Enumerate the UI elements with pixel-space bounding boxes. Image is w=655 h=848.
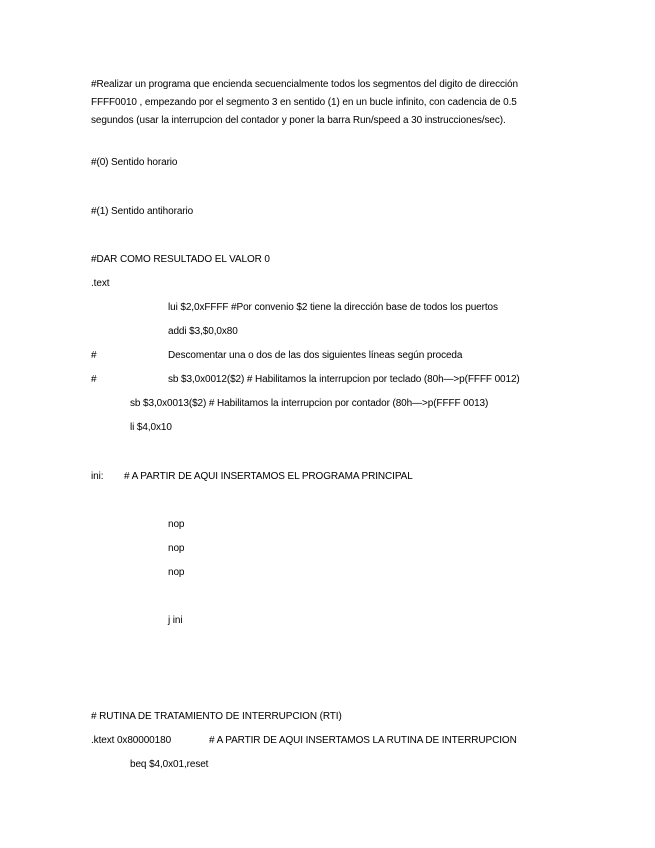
comment-hash-2: # (91, 374, 97, 385)
comment-sentido-horario: #(0) Sentido horario (91, 157, 178, 168)
code-lui: lui $2,0xFFFF #Por convenio $2 tiene la dirección base de todos los puertos (168, 302, 498, 313)
directive-ktext: .ktext 0x80000180 (91, 735, 172, 746)
comment-rutina-interrupcion: # A PARTIR DE AQUI INSERTAMOS LA RUTINA DE INTERRUPCION (209, 735, 517, 746)
rti-title: # RUTINA DE TRATAMIENTO DE INTERRUPCION (RTI) (91, 711, 342, 722)
code-sb-contador: sb $3,0x0013($2) # Habilitamos la interrupcion por contador (80h—>p(FFFF 0013) (130, 398, 489, 409)
code-sb-teclado: sb $3,0x0012($2) # Habilitamos la interrupcion por teclado (80h—>p(FFFF 0012) (168, 374, 520, 385)
code-nop-1: nop (168, 519, 185, 530)
intro-line-1: #Realizar un programa que encienda secuencialmente todos los segmentos del digito de dirección (91, 79, 518, 90)
comment-hash-1: # (91, 350, 97, 361)
intro-line-2: FFFF0010 , empezando por el segmento 3 en sentido (1) en un bucle infinito, con cadencia de 0.5 (91, 97, 517, 108)
label-ini: ini: (91, 471, 104, 482)
comment-programa-principal: # A PARTIR DE AQUI INSERTAMOS EL PROGRAMA PRINCIPAL (124, 471, 413, 482)
comment-resultado: #DAR COMO RESULTADO EL VALOR 0 (91, 254, 270, 265)
code-nop-2: nop (168, 543, 185, 554)
code-li: li $4,0x10 (130, 422, 172, 433)
code-beq: beq $4,0x01,reset (130, 759, 209, 770)
comment-descomentar: Descomentar una o dos de las dos siguientes líneas según proceda (168, 350, 463, 361)
intro-line-3: segundos (usar la interrupcion del contador y poner la barra Run/speed a 30 instrucciones/sec). (91, 115, 506, 126)
code-nop-3: nop (168, 567, 185, 578)
code-addi: addi $3,$0,0x80 (168, 326, 238, 337)
intro-paragraph (91, 76, 571, 130)
comment-sentido-antihorario: #(1) Sentido antihorario (91, 206, 194, 217)
code-j-ini: j ini (168, 615, 183, 626)
directive-text: .text (91, 278, 110, 289)
